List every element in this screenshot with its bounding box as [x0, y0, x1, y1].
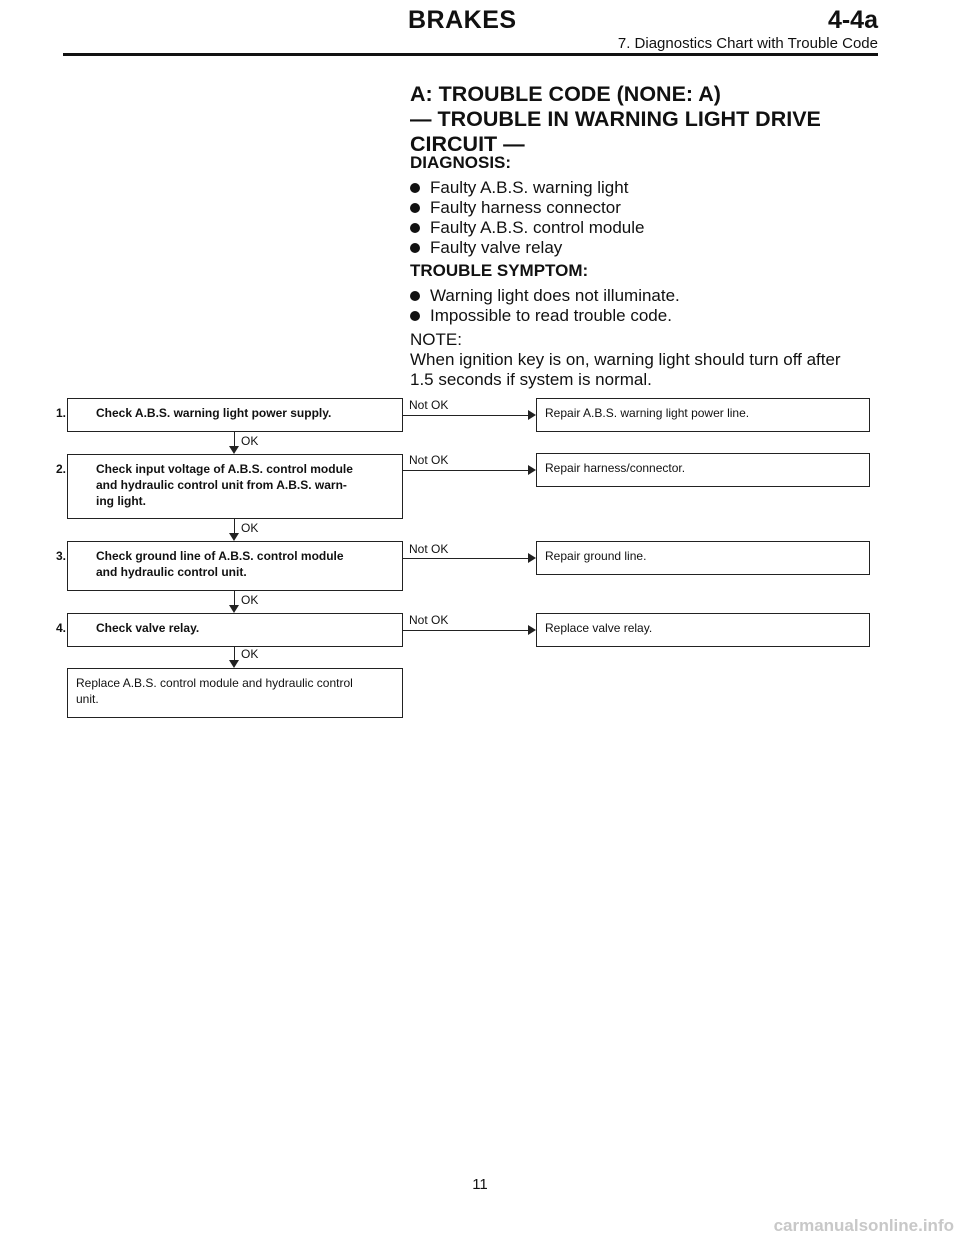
repair-box-4 — [536, 613, 870, 647]
repair-text: Replace valve relay. — [545, 621, 653, 635]
step-line: and hydraulic control unit. — [96, 565, 247, 579]
list-item — [410, 306, 880, 326]
arrow-right-icon — [528, 465, 536, 475]
list-item — [410, 286, 880, 306]
bullet-icon — [410, 203, 420, 213]
repair-box-3 — [536, 541, 870, 575]
repair-box-1 — [536, 398, 870, 432]
header-chapter-code: 4-4a — [827, 6, 878, 34]
step-text: Check valve relay. — [96, 621, 200, 635]
not-ok-label: Not OK — [409, 398, 449, 412]
header-section-title: BRAKES — [408, 6, 517, 34]
title-line: A: TROUBLE CODE (NONE: A) — [410, 82, 721, 106]
connector-line — [403, 470, 528, 471]
ok-label: OK — [241, 647, 259, 661]
step-line: and hydraulic control unit from A.B.S. warn- — [96, 478, 347, 492]
diagnosis-list — [410, 178, 880, 258]
connector-line — [403, 630, 528, 631]
header-rule — [63, 53, 878, 56]
step-box-3 — [56, 541, 403, 591]
repair-box-2 — [536, 453, 870, 487]
step-text: Check input voltage of A.B.S. control module — [96, 462, 353, 476]
bullet-icon — [410, 183, 420, 193]
step-line — [56, 620, 394, 636]
repair-text: Repair harness/connector. — [545, 461, 686, 475]
step-number: 1. — [56, 406, 67, 420]
step-box-2 — [56, 454, 403, 519]
symptom-list — [410, 286, 880, 326]
page-number: 11 — [472, 1176, 488, 1193]
step-box-1 — [56, 398, 403, 432]
watermark: carmanualsonline.info — [773, 1216, 954, 1235]
repair-text: Repair ground line. — [545, 549, 647, 563]
step-line — [56, 461, 394, 477]
step-number: 2. — [56, 462, 67, 476]
list-item — [410, 198, 880, 218]
diagnosis-heading: DIAGNOSIS: — [410, 153, 512, 172]
header-subtitle: 7. Diagnostics Chart with Trouble Code — [617, 35, 878, 52]
ok-label: OK — [241, 593, 259, 607]
final-line: Replace A.B.S. control module and hydraulic control — [76, 676, 353, 690]
step-text: Check A.B.S. warning light power supply. — [96, 406, 332, 420]
arrow-right-icon — [528, 625, 536, 635]
list-item-text: Impossible to read trouble code. — [430, 306, 672, 325]
step-line: ing light. — [96, 494, 146, 508]
final-action-box — [67, 668, 403, 718]
list-item-text: Faulty valve relay — [430, 238, 563, 257]
list-item — [410, 238, 880, 258]
not-ok-label: Not OK — [409, 613, 449, 627]
arrow-down-icon — [229, 660, 239, 668]
arrow-right-icon — [528, 553, 536, 563]
final-line: unit. — [76, 692, 99, 706]
bullet-icon — [410, 243, 420, 253]
connector-line — [234, 647, 235, 660]
bullet-icon — [410, 223, 420, 233]
connector-line — [403, 558, 528, 559]
ok-label: OK — [241, 434, 259, 448]
connector-line — [234, 432, 235, 446]
step-text: Check ground line of A.B.S. control module — [96, 549, 344, 563]
list-item-text: Warning light does not illuminate. — [430, 286, 680, 305]
connector-line — [234, 591, 235, 605]
arrow-right-icon — [528, 410, 536, 420]
note-line: 1.5 seconds if system is normal. — [410, 370, 652, 389]
list-item — [410, 218, 880, 238]
step-number: 4. — [56, 621, 67, 635]
note-line: When ignition key is on, warning light should turn off after — [410, 350, 841, 369]
list-item-text: Faulty A.B.S. control module — [430, 218, 645, 237]
note-heading: NOTE: — [410, 330, 462, 349]
arrow-down-icon — [229, 533, 239, 541]
list-item — [410, 178, 880, 198]
step-box-4 — [56, 613, 403, 647]
not-ok-label: Not OK — [409, 453, 449, 467]
list-item-text: Faulty A.B.S. warning light — [430, 178, 629, 197]
step-number: 3. — [56, 549, 67, 563]
title-line: — TROUBLE IN WARNING LIGHT DRIVE — [410, 107, 821, 131]
arrow-down-icon — [229, 605, 239, 613]
title-line: CIRCUIT — — [410, 132, 525, 156]
connector-line — [234, 519, 235, 533]
not-ok-label: Not OK — [409, 542, 449, 556]
note-block — [410, 330, 880, 390]
repair-text: Repair A.B.S. warning light power line. — [545, 406, 750, 420]
bullet-icon — [410, 291, 420, 301]
symptom-heading: TROUBLE SYMPTOM: — [410, 261, 589, 280]
step-line — [56, 548, 394, 564]
section-title — [410, 82, 880, 157]
list-item-text: Faulty harness connector — [430, 198, 621, 217]
step-line — [56, 405, 394, 421]
ok-label: OK — [241, 521, 259, 535]
connector-line — [403, 415, 528, 416]
arrow-down-icon — [229, 446, 239, 454]
bullet-icon — [410, 311, 420, 321]
